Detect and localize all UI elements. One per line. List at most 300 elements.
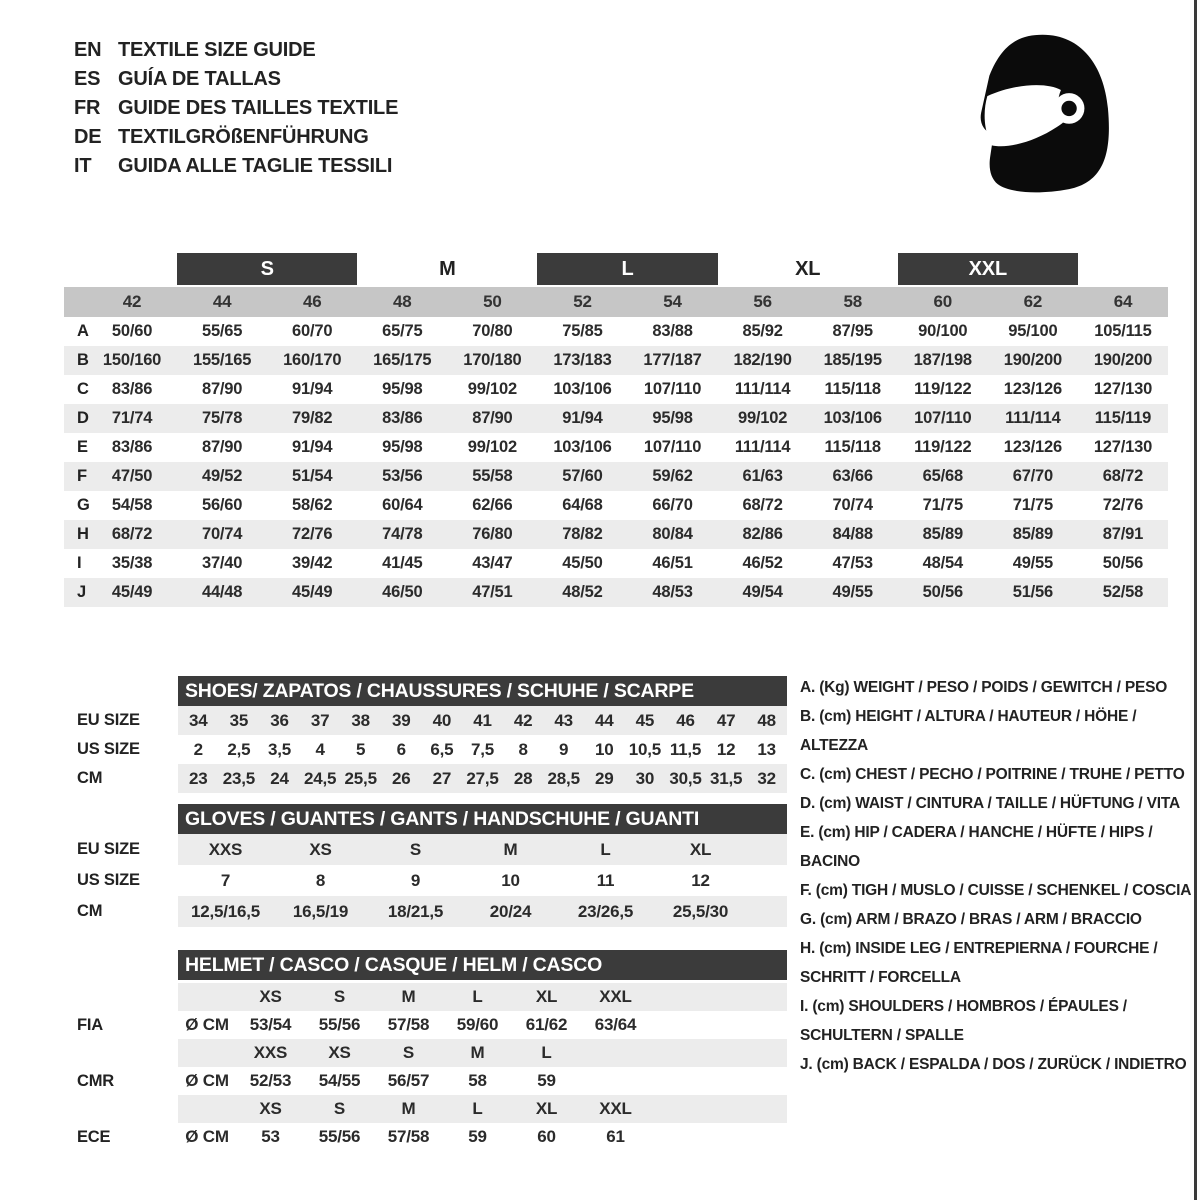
language-title: TEXTILGRÖßENFÜHRUNG: [118, 126, 369, 148]
shoes-cell: 48: [757, 710, 776, 730]
size-cell: 49/54: [742, 583, 783, 601]
column-header: 48: [393, 292, 412, 311]
shoes-section: [64, 676, 854, 793]
helmet-value-row: [64, 1011, 854, 1039]
size-cell: 49/52: [201, 467, 243, 485]
column-header: 58: [843, 292, 862, 311]
gloves-section-title: GLOVES / GUANTES / GANTS / HANDSCHUHE / GUANTI: [185, 807, 700, 830]
gloves-cell: L: [600, 839, 611, 859]
size-cell: 68/72: [111, 525, 153, 543]
shoes-cell: 9: [559, 739, 569, 759]
helmet-size-cell: XL: [535, 987, 558, 1006]
size-cell: 83/86: [382, 409, 423, 427]
size-table-row: [64, 520, 1168, 549]
size-cell: 160/170: [283, 351, 342, 369]
size-cell: 99/102: [737, 409, 788, 427]
shoes-cell: 37: [310, 710, 330, 730]
helmet-size-row-spacer: [64, 983, 178, 1011]
size-cell: 57/60: [562, 467, 603, 485]
gloves-cell: 7: [220, 870, 231, 890]
size-cell: 58/62: [292, 496, 333, 514]
size-cell: 119/122: [914, 380, 972, 398]
language-row: [74, 94, 398, 123]
helmet-norm-label: CMR: [77, 1071, 114, 1090]
shoes-cell: 38: [351, 710, 370, 730]
helmet-unit-label: Ø CM: [185, 1015, 229, 1034]
helmet-value-row: [64, 1123, 854, 1151]
gloves-row: [64, 896, 854, 927]
size-cell: 60/70: [292, 322, 333, 340]
size-cell: 53/56: [382, 467, 423, 485]
size-cell: 107/110: [643, 438, 702, 456]
column-header: 62: [1023, 292, 1043, 311]
helmet-value-cell: 60: [537, 1127, 556, 1146]
size-cell: 47/53: [832, 554, 873, 572]
size-cell: 39/42: [292, 554, 333, 572]
size-cell: 45/49: [111, 583, 153, 601]
helmet-value-cell: 59: [537, 1071, 556, 1090]
legend-item: J. (cm) BACK / ESPALDA / DOS / ZURÜCK / INDIETRO: [800, 1056, 1187, 1073]
helmet-value-cell: 55/56: [318, 1127, 361, 1146]
helmet-size-cell: S: [333, 1099, 346, 1118]
racing-helmet-icon: [973, 30, 1111, 195]
size-cell: 99/102: [467, 438, 517, 456]
language-title: GUÍA DE TALLAS: [118, 68, 281, 90]
helmet-value-cell: 52/53: [249, 1071, 292, 1090]
row-label: C: [77, 380, 89, 398]
gloves-row-label: CM: [77, 902, 103, 920]
size-table-body: [64, 317, 1168, 607]
helmet-section-title: HELMET / CASCO / CASQUE / HELM / CASCO: [185, 953, 603, 976]
shoes-row: [64, 735, 854, 764]
size-cell: 51/56: [1012, 583, 1054, 601]
shoes-row-values: [178, 706, 787, 735]
size-cell: 68/72: [742, 496, 783, 514]
size-cell: 37/40: [201, 554, 243, 572]
size-cell: 91/94: [562, 409, 603, 427]
size-cell: 87/90: [201, 380, 243, 398]
legend-item: E. (cm) HIP / CADERA / HANCHE / HÜFTE / HIPS / BACINO: [800, 824, 1153, 870]
size-table-row: [64, 491, 1168, 520]
gloves-row-values: [178, 865, 787, 896]
shoes-cell: 8: [518, 739, 528, 759]
shoes-cell: 39: [392, 710, 411, 730]
size-cell: 46/50: [382, 583, 423, 601]
helmet-value-cell: 63/64: [594, 1015, 637, 1034]
size-cell: 91/94: [292, 380, 333, 398]
shoes-cell: 32: [757, 768, 776, 788]
helmet-size-cell: M: [401, 987, 416, 1006]
shoes-row-label: US SIZE: [77, 740, 140, 758]
size-table-row: [64, 317, 1168, 346]
size-cell: 78/82: [562, 525, 603, 543]
helmet-unit-spacer: [178, 1095, 236, 1123]
size-cell: 46/51: [652, 554, 693, 572]
size-cell: 190/200: [1093, 351, 1153, 369]
size-cell: 95/98: [382, 380, 423, 398]
size-cell: 107/110: [914, 409, 972, 427]
shoes-cell: 23,5: [222, 768, 256, 788]
column-header: 64: [1113, 292, 1133, 311]
gloves-cell: 12: [691, 870, 710, 890]
column-header: 56: [753, 292, 772, 311]
gloves-table-body: [64, 834, 854, 927]
helmet-value-cell: 54/55: [318, 1071, 361, 1090]
column-header: 60: [933, 292, 953, 311]
gloves-row-label: EU SIZE: [77, 840, 140, 858]
size-table-row: [64, 462, 1168, 491]
size-cell: 70/74: [201, 525, 243, 543]
gloves-cell: 16,5/19: [292, 901, 349, 921]
size-cell: 74/78: [382, 525, 423, 543]
column-header: 42: [122, 292, 142, 311]
helmet-value-cell: 61/62: [525, 1015, 568, 1034]
size-cell: 127/130: [1093, 438, 1153, 456]
helmet-section: [64, 950, 854, 1151]
helmet-size-cell: [581, 1039, 650, 1067]
gloves-cell: S: [409, 839, 422, 859]
shoes-cell: 2: [193, 739, 203, 759]
gloves-cell: 18/21,5: [387, 901, 444, 921]
size-cell: 123/126: [1003, 438, 1062, 456]
helmet-unit-spacer: [178, 983, 236, 1011]
shoes-cell: 27,5: [466, 768, 499, 788]
helmet-size-values: [178, 983, 787, 1011]
legend-item: I. (cm) SHOULDERS / HOMBROS / ÉPAULES / SCHULTERN / SPALLE: [800, 998, 1127, 1044]
size-cell: 111/114: [734, 380, 791, 398]
shoes-row: [64, 706, 854, 735]
size-cell: 47/50: [111, 467, 153, 485]
shoes-cell: 6: [396, 739, 406, 759]
helmet-value-cell: 59: [468, 1127, 487, 1146]
size-cell: 65/75: [382, 322, 423, 340]
size-cell: 55/65: [201, 322, 243, 340]
size-cell: 61/63: [742, 467, 783, 485]
helmet-size-values: [178, 1039, 787, 1067]
size-cell: 90/100: [918, 322, 968, 340]
language-row: [74, 65, 398, 94]
size-number-header-row: [64, 287, 1168, 317]
size-cell: 70/80: [472, 322, 513, 340]
size-cell: 103/106: [553, 380, 612, 398]
row-label: H: [77, 525, 89, 543]
size-cell: 111/114: [1005, 409, 1061, 427]
size-cell: 165/175: [373, 351, 432, 369]
size-cell: 45/50: [562, 554, 603, 572]
helmet-size-cell: XS: [259, 987, 282, 1006]
size-cell: 83/86: [111, 438, 153, 456]
helmet-size-cell: M: [470, 1043, 485, 1062]
size-cell: 60/64: [382, 496, 423, 514]
size-cell: 63/66: [832, 467, 873, 485]
helmet-size-cell: L: [541, 1043, 552, 1062]
size-table-row: [64, 404, 1168, 433]
gloves-section-title-bar: [178, 804, 787, 834]
language-row: [74, 36, 398, 65]
language-title: GUIDE DES TAILLES TEXTILE: [118, 97, 399, 119]
helmet-value-values: [178, 1123, 787, 1151]
gloves-cell: XL: [689, 839, 712, 859]
shoes-cell: 40: [432, 710, 452, 730]
size-cell: 95/98: [382, 438, 423, 456]
shoes-cell: 23: [189, 768, 208, 788]
size-cell: 123/126: [1003, 380, 1062, 398]
shoes-cell: 24,5: [303, 768, 337, 788]
helmet-value-cell: 56/57: [387, 1071, 430, 1090]
size-table-row: [64, 346, 1168, 375]
size-cell: 55/58: [472, 467, 513, 485]
size-cell: 103/106: [823, 409, 882, 427]
size-cell: 71/74: [111, 409, 153, 427]
size-cell: 83/88: [652, 322, 693, 340]
gloves-cell: 12,5/16,5: [190, 901, 261, 921]
column-header: 52: [573, 292, 592, 311]
size-cell: 79/82: [292, 409, 333, 427]
size-cell: 41/45: [382, 554, 423, 572]
shoes-section-title: SHOES/ ZAPATOS / CHAUSSURES / SCHUHE / SCARPE: [185, 679, 694, 702]
size-cell: 95/98: [652, 409, 693, 427]
shoes-cell: 11,5: [669, 739, 702, 759]
size-cell: 43/47: [472, 554, 513, 572]
row-label: J: [77, 583, 86, 601]
size-cell: 115/118: [824, 438, 881, 456]
shoes-cell: 44: [595, 710, 614, 730]
shoes-cell: 34: [189, 710, 208, 730]
shoes-cell: 27: [432, 768, 452, 788]
size-cell: 52/58: [1102, 583, 1144, 601]
shoes-cell: 41: [473, 710, 492, 730]
shoes-cell: 36: [270, 710, 289, 730]
shoes-cell: 24: [270, 768, 289, 788]
gloves-row-values: [178, 834, 787, 865]
size-group-xxl: XXL: [898, 253, 1078, 285]
helmet-size-cell: L: [472, 987, 483, 1006]
size-cell: 72/76: [1102, 496, 1144, 514]
helmet-size-cell: XL: [535, 1099, 558, 1118]
language-title: TEXTILE SIZE GUIDE: [118, 39, 316, 61]
size-cell: 71/75: [922, 496, 963, 514]
column-header: 50: [483, 292, 502, 311]
size-cell: 85/89: [1012, 525, 1054, 543]
helmet-size-cell: S: [333, 987, 346, 1006]
size-cell: 85/92: [742, 322, 783, 340]
gloves-cell: 10: [501, 870, 520, 890]
size-cell: 87/95: [832, 322, 873, 340]
helmet-value-values: [178, 1067, 787, 1095]
column-header: 54: [663, 292, 682, 311]
shoes-cell: 6,5: [430, 739, 454, 759]
gloves-cell: XS: [309, 839, 332, 859]
size-cell: 72/76: [292, 525, 333, 543]
helmet-size-cell: L: [472, 1099, 483, 1118]
gloves-cell: 23/26,5: [577, 901, 634, 921]
legend-item: H. (cm) INSIDE LEG / ENTREPIERNA / FOURCHE / SCHRITT / FORCELLA: [800, 940, 1158, 986]
language-code: IT: [74, 155, 92, 177]
size-cell: 56/60: [201, 496, 243, 514]
helmet-value-cell: 58: [468, 1071, 487, 1090]
size-cell: 177/187: [643, 351, 702, 369]
size-table-row: [64, 375, 1168, 404]
helmet-size-row-spacer: [64, 1039, 178, 1067]
helmet-unit-label: Ø CM: [185, 1071, 229, 1090]
size-cell: 115/118: [824, 380, 881, 398]
shoes-cell: 30,5: [669, 768, 702, 788]
helmet-size-cell: S: [402, 1043, 415, 1062]
size-cell: 67/70: [1012, 467, 1054, 485]
size-cell: 59/62: [652, 467, 693, 485]
size-cell: 51/54: [292, 467, 333, 485]
size-cell: 64/68: [562, 496, 603, 514]
helmet-size-row: [64, 983, 854, 1011]
helmet-value-values: [178, 1011, 787, 1039]
size-group-header-row: [64, 253, 1168, 285]
gloves-cell: 9: [410, 870, 421, 890]
shoes-cell: 10: [595, 739, 614, 759]
helmet-table-body: [64, 983, 854, 1151]
helmet-size-row: [64, 1095, 854, 1123]
shoes-cell: 4: [315, 739, 325, 759]
shoes-cell: 30: [635, 768, 655, 788]
gloves-row: [64, 865, 854, 896]
gloves-section: [64, 804, 854, 927]
size-table-row: [64, 433, 1168, 462]
size-group-m: M: [439, 257, 456, 280]
shoes-cell: 46: [676, 710, 695, 730]
size-cell: 49/55: [832, 583, 873, 601]
size-group-xl: XL: [795, 257, 821, 280]
helmet-norm-label: ECE: [77, 1127, 111, 1146]
gloves-row: [64, 834, 854, 865]
size-cell: 45/49: [292, 583, 333, 601]
size-cell: 84/88: [832, 525, 873, 543]
language-code: DE: [74, 126, 102, 148]
helmet-size-row: [64, 1039, 854, 1067]
size-table-row: [64, 578, 1168, 607]
language-row: [74, 152, 398, 181]
size-cell: 87/90: [201, 438, 243, 456]
textile-size-table: [64, 253, 1168, 607]
size-group-s: S: [177, 253, 357, 285]
legend-item: F. (cm) TIGH / MUSLO / CUISSE / SCHENKEL / COSCIA: [800, 882, 1192, 899]
gloves-cell: M: [503, 839, 518, 859]
helmet-value-cell: 59/60: [456, 1015, 499, 1034]
shoes-cell: 45: [635, 710, 655, 730]
shoes-row-label: CM: [77, 769, 103, 787]
helmet-size-cell: XXS: [253, 1043, 288, 1062]
language-row: [74, 123, 398, 152]
size-cell: 54/58: [111, 496, 153, 514]
size-group-l: L: [537, 253, 717, 285]
row-label: A: [77, 322, 89, 340]
shoes-cell: 28,5: [547, 768, 580, 788]
column-header-spacer: [64, 287, 87, 317]
helmet-size-cell: XS: [328, 1043, 351, 1062]
helmet-value-cell: 61: [606, 1127, 625, 1146]
shoes-cell: 26: [392, 768, 411, 788]
gloves-cell: 8: [315, 870, 326, 890]
shoes-cell: 43: [554, 710, 573, 730]
size-cell: 173/183: [553, 351, 612, 369]
size-cell: 75/85: [562, 322, 603, 340]
legend-item: G. (cm) ARM / BRAZO / BRAS / ARM / BRACCIO: [800, 911, 1142, 928]
size-cell: 85/89: [922, 525, 963, 543]
shoes-cell: 42: [513, 710, 533, 730]
helmet-value-cell: 53: [261, 1127, 280, 1146]
size-cell: 50/60: [111, 322, 153, 340]
row-label: F: [77, 467, 87, 485]
measurement-legend: [800, 673, 1198, 1079]
size-cell: 185/195: [823, 351, 882, 369]
helmet-value-cell: 57/58: [387, 1015, 430, 1034]
gloves-cell: XXS: [208, 839, 243, 859]
size-cell: 170/180: [463, 351, 522, 369]
gloves-cell: 11: [596, 870, 615, 890]
shoes-cell: 25,5: [344, 768, 377, 788]
size-cell: 50/56: [922, 583, 963, 601]
shoes-cell: 10,5: [628, 739, 662, 759]
shoes-row-values: [178, 735, 787, 764]
shoes-section-title-bar: [178, 676, 787, 706]
size-cell: 103/106: [553, 438, 612, 456]
helmet-value-cell: 53/54: [249, 1015, 292, 1034]
size-cell: 82/86: [742, 525, 783, 543]
helmet-size-row-spacer: [64, 1095, 178, 1123]
legend-item: C. (cm) CHEST / PECHO / POITRINE / TRUHE / PETTO: [800, 766, 1185, 783]
row-label: G: [77, 496, 90, 514]
helmet-size-cell: XXL: [599, 987, 632, 1006]
shoes-cell: 31,5: [709, 768, 743, 788]
size-cell: 150/160: [102, 351, 162, 369]
helmet-size-values: [178, 1095, 787, 1123]
size-cell: 105/115: [1094, 322, 1152, 340]
shoes-cell: 13: [757, 739, 776, 759]
size-cell: 66/70: [652, 496, 693, 514]
size-cell: 50/56: [1102, 554, 1144, 572]
row-label: I: [77, 554, 82, 572]
helmet-size-cell: XS: [259, 1099, 282, 1118]
size-cell: 87/90: [472, 409, 513, 427]
size-cell: 99/102: [467, 380, 517, 398]
size-cell: 87/91: [1102, 525, 1144, 543]
legend-item: D. (cm) WAIST / CINTURA / TAILLE / HÜFTUNG / VITA: [800, 795, 1180, 812]
size-cell: 68/72: [1102, 467, 1144, 485]
size-cell: 107/110: [643, 380, 702, 398]
size-cell: 46/52: [742, 554, 783, 572]
helmet-unit-spacer: [178, 1039, 236, 1067]
size-cell: 62/66: [472, 496, 513, 514]
row-label: E: [77, 438, 88, 456]
shoes-row-label: EU SIZE: [77, 711, 140, 729]
language-code: ES: [74, 68, 101, 90]
visor-pivot-inner: [1061, 101, 1076, 116]
size-cell: 49/55: [1012, 554, 1054, 572]
shoes-cell: 29: [595, 768, 614, 788]
helmet-section-title-bar: [178, 950, 787, 980]
shoes-cell: 12: [716, 739, 736, 759]
helmet-value-cell: 55/56: [318, 1015, 361, 1034]
shoes-cell: 7,5: [470, 739, 495, 759]
size-cell: 48/54: [922, 554, 963, 572]
shoes-cell: 3,5: [267, 739, 292, 759]
legend-item: B. (cm) HEIGHT / ALTURA / HAUTEUR / HÖHE / ALTEZZA: [800, 708, 1137, 754]
gloves-cell: 20/24: [489, 901, 532, 921]
size-cell: 71/75: [1012, 496, 1054, 514]
size-cell: 83/86: [111, 380, 153, 398]
size-cell: 76/80: [472, 525, 513, 543]
size-cell: 65/68: [922, 467, 963, 485]
row-label: D: [77, 409, 89, 427]
size-cell: 80/84: [652, 525, 693, 543]
